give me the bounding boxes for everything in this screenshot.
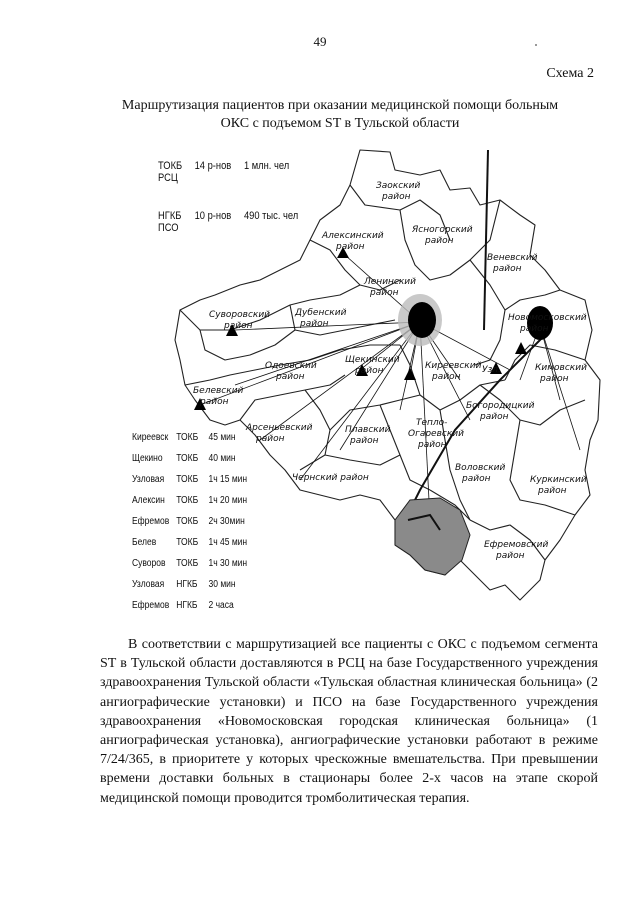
legend-districts: 14 р-нов — [194, 160, 232, 172]
district-label: район — [382, 192, 411, 202]
district-label: Белевский — [193, 386, 244, 396]
district-label: Кимовский — [535, 363, 587, 373]
legend-code: ТОКБ — [158, 160, 183, 172]
district-label: район — [276, 372, 305, 382]
district-label: Плавский — [345, 425, 391, 435]
travel-time-table — [132, 432, 247, 621]
travel-time-row: Узловая ТОКБ 1ч 15 мин — [132, 474, 248, 485]
legend-tokb — [158, 160, 289, 184]
district-label: Тепло- — [416, 418, 448, 428]
district-label: Заокский — [376, 181, 421, 191]
legend-type: РСЦ — [158, 172, 178, 184]
district-label: район — [224, 321, 253, 331]
travel-time-row: Алексин ТОКБ 1ч 20 мин — [132, 495, 248, 506]
legend-districts: 10 р-нов — [194, 210, 232, 222]
district-label: район — [370, 288, 399, 298]
district-label: Веневский — [487, 253, 538, 263]
novomoskovsk-hospital-marker — [527, 306, 553, 340]
district-label: район — [418, 440, 447, 450]
district-label: Куркинский — [530, 475, 587, 485]
district-label: Алексинский — [322, 231, 384, 241]
legend-population: 1 млн. чел — [243, 160, 290, 172]
travel-time-row: Ефремов ТОКБ 2ч 30мин — [132, 516, 245, 527]
legend-code: НГКБ — [158, 210, 182, 222]
district-label: район — [350, 436, 379, 446]
body-paragraph — [100, 635, 598, 808]
district-label: район — [355, 366, 384, 376]
district-label: район — [480, 412, 509, 422]
title-line-1: Маршрутизация пациентов при оказании медицинской помощи больным — [121, 98, 559, 113]
title-line-2: ОКС с подъемом ST в Тульской области — [220, 116, 460, 131]
travel-time-row: Суворов ТОКБ 1ч 30 мин — [132, 558, 248, 569]
district-label: Узл. — [482, 365, 501, 375]
district-label: район — [336, 242, 365, 252]
travel-time-row: Узловая НГКБ 30 мин — [132, 579, 236, 590]
district-label: район — [462, 474, 491, 484]
district-label: район — [538, 486, 567, 496]
district-label: Богородицкий — [466, 401, 535, 411]
scheme-label: Схема 2 — [546, 66, 594, 81]
legend-population: 490 тыс. чел — [243, 210, 299, 222]
district-label: Ленинский — [364, 277, 417, 287]
page-number: 49 — [313, 34, 327, 49]
tula-hospital-marker — [408, 302, 436, 338]
district-label: Воловский — [455, 463, 506, 473]
district-label: Одоевский — [265, 361, 317, 371]
travel-time-row: Киреевск ТОКБ 45 мин — [132, 432, 236, 443]
legend-ngkb — [158, 210, 298, 234]
efremov-shaded-area — [395, 498, 470, 575]
travel-time-row: Ефремов НГКБ 2 часа — [132, 600, 234, 611]
district-label: Дубенский — [295, 308, 347, 318]
district-label: район — [496, 551, 525, 561]
district-label: Чернский район — [292, 473, 369, 483]
district-label: район — [540, 374, 569, 384]
district-label: район — [300, 319, 329, 329]
district-label: Ясногорский — [412, 225, 473, 235]
district-label: район — [256, 434, 285, 444]
legend-type: ПСО — [158, 222, 179, 234]
district-label: Киреевский — [425, 361, 482, 371]
body-text: В соответствии с маршрутизацией все пациенты с ОКС с подъемом сегмента ST в Тульской области доставляются в РСЦ на базе Государственного учреждения здравоохранения Тульской области «Тульская областная клиническая больница» (2 ангиографические установки) и ПСО на базе Государственного учреждения здравоохранения «Новомосковская городская клиническая больница» (1 ангиографическая установка), ангиографические установки работают в режиме 7/24/365, в приоритете у которых чрескожные вмешательства. При превышении времени доставки больных в стационары более 2-х часов на этапе скорой медицинской помощи проводится тромболитическая терапия. — [100, 637, 598, 806]
district-label: район — [520, 324, 549, 334]
district-label: Арсеньевский — [246, 423, 313, 433]
travel-time-row: Белев ТОКБ 1ч 45 мин — [132, 537, 248, 548]
travel-time-row: Щекино ТОКБ 40 мин — [132, 453, 236, 464]
district-label: Новомосковский — [508, 313, 587, 323]
district-label: район — [493, 264, 522, 274]
district-label: Ефремовский — [484, 540, 549, 550]
district-label: район — [200, 397, 229, 407]
district-label: Суворовский — [209, 310, 271, 320]
district-label: район — [425, 236, 454, 246]
district-label: Щекинский — [345, 355, 400, 365]
district-label: район — [432, 372, 461, 382]
district-label: Огаревский — [408, 429, 464, 439]
